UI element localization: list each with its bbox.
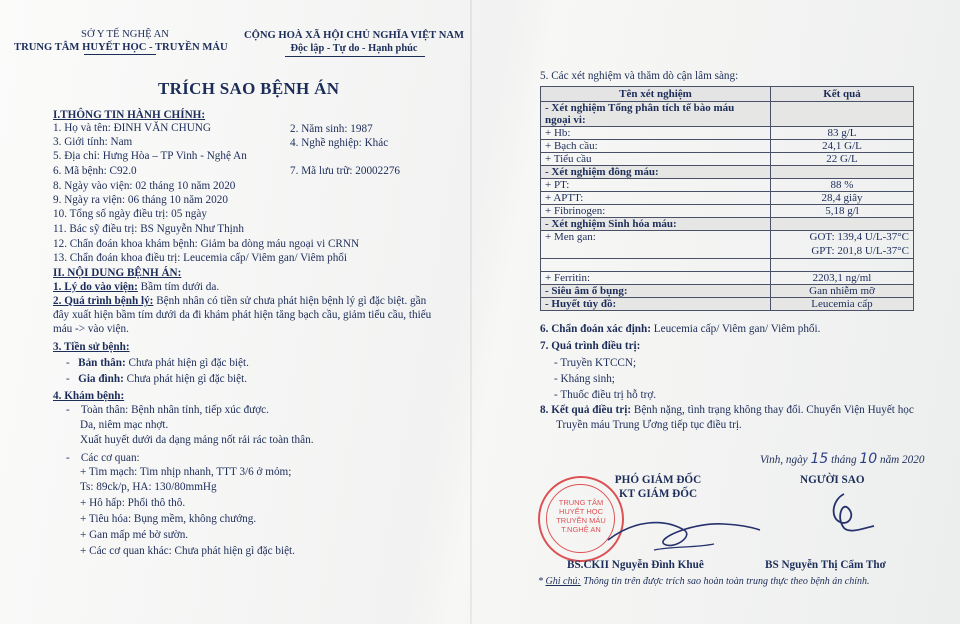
lab-test-name: + Ferritin: bbox=[541, 271, 771, 284]
final-diagnosis-label: 6. Chẩn đoán xác định: bbox=[540, 323, 651, 335]
footnote: * Ghi chú: Thông tin trên được trích sao hoàn toàn trung thực theo bệnh án chính. bbox=[538, 576, 870, 587]
lab-empty-cell bbox=[771, 258, 914, 271]
exam-skin: Da, niêm mạc nhợt. bbox=[80, 419, 169, 431]
page-fold bbox=[470, 0, 472, 624]
lab-test-result: GPT: 201,8 U/L-37°C bbox=[771, 243, 914, 258]
copier-title: NGƯỜI SAO bbox=[800, 474, 865, 486]
lab-header-row bbox=[541, 87, 914, 102]
seal-text: TRUNG TÂM HUYẾT HỌC TRUYỀN MÁU T.NGHỆ AN bbox=[556, 498, 606, 534]
republic-name: CỘNG HOÀ XÃ HỘI CHỦ NGHĨA VIỆT NAM bbox=[243, 30, 465, 41]
table-row bbox=[541, 192, 914, 205]
lab-test-name: + Fibrinogen: bbox=[541, 205, 771, 218]
lab-empty-cell bbox=[771, 218, 914, 231]
lab-test-result: 88 % bbox=[771, 179, 914, 192]
disease-process-line-2: đây xuất hiện bầm tím dưới da đi khám phát hiện tăng bạch cầu, giảm tiểu cầu, thiếu bbox=[53, 309, 432, 321]
lab-test-result: 24,1 G/L bbox=[771, 140, 914, 153]
section-admin-heading: I.THÔNG TIN HÀNH CHÍNH: bbox=[53, 109, 206, 121]
table-row bbox=[541, 284, 914, 297]
disease-process bbox=[53, 295, 426, 308]
address: 5. Địa chỉ: Hưng Hòa – TP Vinh - Nghệ An bbox=[53, 150, 247, 162]
footnote-text: Thông tin trên được trích sao hoàn toàn trung thực theo bệnh án chính. bbox=[580, 576, 870, 587]
personal-history-label: Bản thân: bbox=[78, 357, 126, 369]
treating-doctor: 11. Bác sỹ điều trị: BS Nguyễn Như Thịnh bbox=[53, 223, 244, 235]
family-history: - Gia đình: Chưa phát hiện gì đặc biệt. bbox=[66, 373, 248, 385]
lab-tests-heading: 5. Các xét nghiệm và thăm dò cận lâm sàng: bbox=[540, 70, 739, 82]
gender: 3. Giới tính: Nam bbox=[53, 136, 133, 148]
date-month-word: tháng bbox=[831, 454, 857, 466]
treatment-result-line-1: Bệnh nặng, tình trạng không thay đổi. Chuyển Viện Huyết học bbox=[631, 404, 914, 416]
director-name: BS.CKII Nguyễn Đình Khuê bbox=[567, 559, 704, 571]
diagnosis-treatment-dept: 13. Chẩn đoán khoa điều trị: Leucemia cấp/ Viêm gan/ Viêm phổi bbox=[53, 252, 348, 264]
vice-director-title: PHÓ GIÁM ĐỐC bbox=[614, 474, 702, 486]
exam-heart: + Tim mạch: Tim nhịp nhanh, TTT 3/6 ở mỏm; bbox=[80, 466, 292, 478]
exam-general-text: Toàn thân: Bệnh nhân tỉnh, tiếp xúc được. bbox=[80, 404, 269, 416]
treatment-days: 10. Tổng số ngày điều trị: 05 ngày bbox=[53, 208, 207, 220]
exam-other-organs: + Các cơ quan khác: Chưa phát hiện gì đặc biệt. bbox=[80, 545, 295, 557]
date-day: 15 bbox=[810, 451, 829, 467]
lab-empty-cell bbox=[771, 114, 914, 127]
table-row bbox=[541, 243, 914, 258]
treatment-result-line-2: Truyền máu Trung Ương tiếp tục điều trị. bbox=[556, 419, 742, 431]
lab-test-result: 22 G/L bbox=[771, 153, 914, 166]
lab-test-name: + PT: bbox=[541, 179, 771, 192]
header-rule-left bbox=[84, 54, 156, 55]
date-prefix: Vinh, ngày bbox=[760, 454, 808, 466]
header-rule-right bbox=[285, 56, 425, 57]
lab-col-test: Tên xét nghiệm bbox=[541, 87, 771, 102]
national-motto: Độc lập - Tự do - Hạnh phúc bbox=[290, 43, 418, 54]
treatment-heading: 7. Quá trình điều trị: bbox=[540, 340, 641, 352]
lab-test-result: 2203,1 ng/ml bbox=[771, 271, 914, 284]
disease-process-label: 2. Quá trình bệnh lý: bbox=[53, 295, 154, 307]
footnote-label: Ghi chú: bbox=[545, 576, 581, 587]
lab-test-name: + Men gan: bbox=[541, 231, 771, 244]
lab-results-table bbox=[540, 86, 914, 311]
director-title: KT GIÁM ĐỐC bbox=[618, 488, 698, 500]
copier-signature bbox=[814, 488, 884, 538]
lab-empty-cell bbox=[541, 258, 771, 271]
disease-process-line-3: máu -> vào viện. bbox=[53, 323, 129, 335]
lab-empty-cell bbox=[771, 166, 914, 179]
exam-bleeding: Xuất huyết dưới da dạng mảng nốt rải rác toàn thân. bbox=[80, 434, 314, 446]
family-history-text: Chưa phát hiện gì đặc biệt. bbox=[123, 373, 248, 385]
disease-code: 6. Mã bệnh: C92.0 bbox=[53, 165, 137, 177]
patient-name: 1. Họ và tên: ĐINH VĂN CHUNG bbox=[53, 122, 211, 134]
table-row bbox=[541, 127, 914, 140]
lab-test-result: GOT: 139,4 U/L-37°C bbox=[771, 231, 914, 244]
treatment-item: - Truyền KTCCN; bbox=[554, 357, 637, 369]
occupation: 4. Nghề nghiệp: Khác bbox=[290, 137, 389, 149]
admission-date: 8. Ngày vào viện: 02 tháng 10 năm 2020 bbox=[53, 180, 236, 192]
table-row bbox=[541, 102, 914, 115]
table-row bbox=[541, 166, 914, 179]
section-content-heading: II. NỘI DUNG BỆNH ÁN: bbox=[53, 267, 182, 279]
lab-section-coag: - Xét nghiệm đông máu: bbox=[541, 166, 771, 179]
exam-respiratory: + Hô hấp: Phổi thô thô. bbox=[80, 497, 186, 509]
lab-section-cbc: - Xét nghiệm Tổng phân tích tế bào máu bbox=[541, 102, 771, 115]
lab-test-result: 28,4 giây bbox=[771, 192, 914, 205]
treatment-result bbox=[540, 404, 914, 417]
treatment-item: - Kháng sinh; bbox=[554, 373, 615, 385]
sign-date bbox=[760, 453, 924, 467]
admission-reason bbox=[53, 281, 219, 294]
birth-year: 2. Năm sinh: 1987 bbox=[290, 123, 373, 135]
lab-test-name: + Tiểu cầu bbox=[541, 153, 771, 166]
lab-section-ultrasound: - Siêu âm ổ bụng: bbox=[541, 284, 771, 297]
history-heading: 3. Tiền sử bệnh: bbox=[53, 341, 130, 353]
personal-history: - Bản thân: Chưa phát hiện gì đặc biệt. bbox=[66, 357, 249, 369]
lab-empty-cell bbox=[541, 243, 771, 258]
exam-general: - Toàn thân: Bệnh nhân tỉnh, tiếp xúc được. bbox=[66, 404, 269, 416]
final-diagnosis bbox=[540, 323, 820, 336]
lab-col-result: Kết quả bbox=[771, 87, 914, 102]
date-month: 10 bbox=[859, 451, 878, 467]
lab-section-bio: - Xét nghiệm Sinh hóa máu: bbox=[541, 218, 771, 231]
discharge-date: 9. Ngày ra viện: 06 tháng 10 năm 2020 bbox=[53, 194, 228, 206]
lab-test-result: Leucemia cấp bbox=[771, 297, 914, 310]
page-title: TRÍCH SAO BỆNH ÁN bbox=[158, 79, 340, 98]
lab-empty-cell bbox=[771, 102, 914, 115]
exam-liver: + Gan mấp mé bờ sườn. bbox=[80, 529, 189, 541]
table-row bbox=[541, 140, 914, 153]
admission-reason-text: Bầm tím dưới da. bbox=[137, 281, 220, 293]
admission-reason-label: 1. Lý do vào viện: bbox=[53, 281, 138, 293]
lab-test-result: 5,18 g/l bbox=[771, 205, 914, 218]
diagnosis-exam-dept: 12. Chẩn đoán khoa khám bệnh: Giảm ba dòng máu ngoại vi CRNN bbox=[53, 238, 360, 250]
archive-code: 7. Mã lưu trữ: 20002276 bbox=[290, 165, 401, 177]
table-row bbox=[541, 297, 914, 310]
exam-vitals: Ts: 89ck/p, HA: 130/80mmHg bbox=[80, 481, 217, 493]
table-row bbox=[541, 218, 914, 231]
table-row bbox=[541, 114, 914, 127]
treatment-item: - Thuốc điều trị hỗ trợ. bbox=[554, 389, 657, 401]
copier-name: BS Nguyễn Thị Cẩm Thơ bbox=[765, 559, 886, 571]
treatment-result-label: 8. Kết quả điều trị: bbox=[540, 404, 632, 416]
date-year: năm 2020 bbox=[879, 454, 925, 466]
lab-test-name: + APTT: bbox=[541, 192, 771, 205]
table-row bbox=[541, 231, 914, 244]
lab-section-cbc-cont: ngoại vi: bbox=[541, 114, 771, 127]
lab-section-marrow: - Huyết tủy đồ: bbox=[541, 297, 771, 310]
table-row bbox=[541, 271, 914, 284]
ministry-name: SỞ Y TẾ NGHỆ AN bbox=[81, 29, 169, 40]
final-diagnosis-text: Leucemia cấp/ Viêm gan/ Viêm phổi. bbox=[650, 323, 821, 335]
table-row bbox=[541, 153, 914, 166]
lab-test-result: 83 g/L bbox=[771, 127, 914, 140]
disease-process-line-1: Bệnh nhân có tiền sử chưa phát hiện bệnh lý gì đặc biệt. gần bbox=[153, 295, 427, 307]
table-row bbox=[541, 258, 914, 271]
lab-test-result: Gan nhiễm mỡ bbox=[771, 284, 914, 297]
center-name: TRUNG TÂM HUYẾT HỌC - TRUYỀN MÁU bbox=[14, 42, 228, 53]
exam-digestive: + Tiêu hóa: Bụng mềm, không chướng. bbox=[80, 513, 257, 525]
lab-test-name: + Bạch cầu: bbox=[541, 140, 771, 153]
director-signature bbox=[604, 500, 764, 560]
family-history-label: Gia đình: bbox=[78, 373, 124, 385]
exam-organs-text: Các cơ quan: bbox=[80, 452, 140, 464]
lab-test-name: + Hb: bbox=[541, 127, 771, 140]
exam-organs: - Các cơ quan: bbox=[66, 452, 140, 464]
exam-heading: 4. Khám bệnh: bbox=[53, 390, 125, 402]
table-row bbox=[541, 179, 914, 192]
personal-history-text: Chưa phát hiện gì đặc biệt. bbox=[125, 357, 249, 369]
table-row bbox=[541, 205, 914, 218]
